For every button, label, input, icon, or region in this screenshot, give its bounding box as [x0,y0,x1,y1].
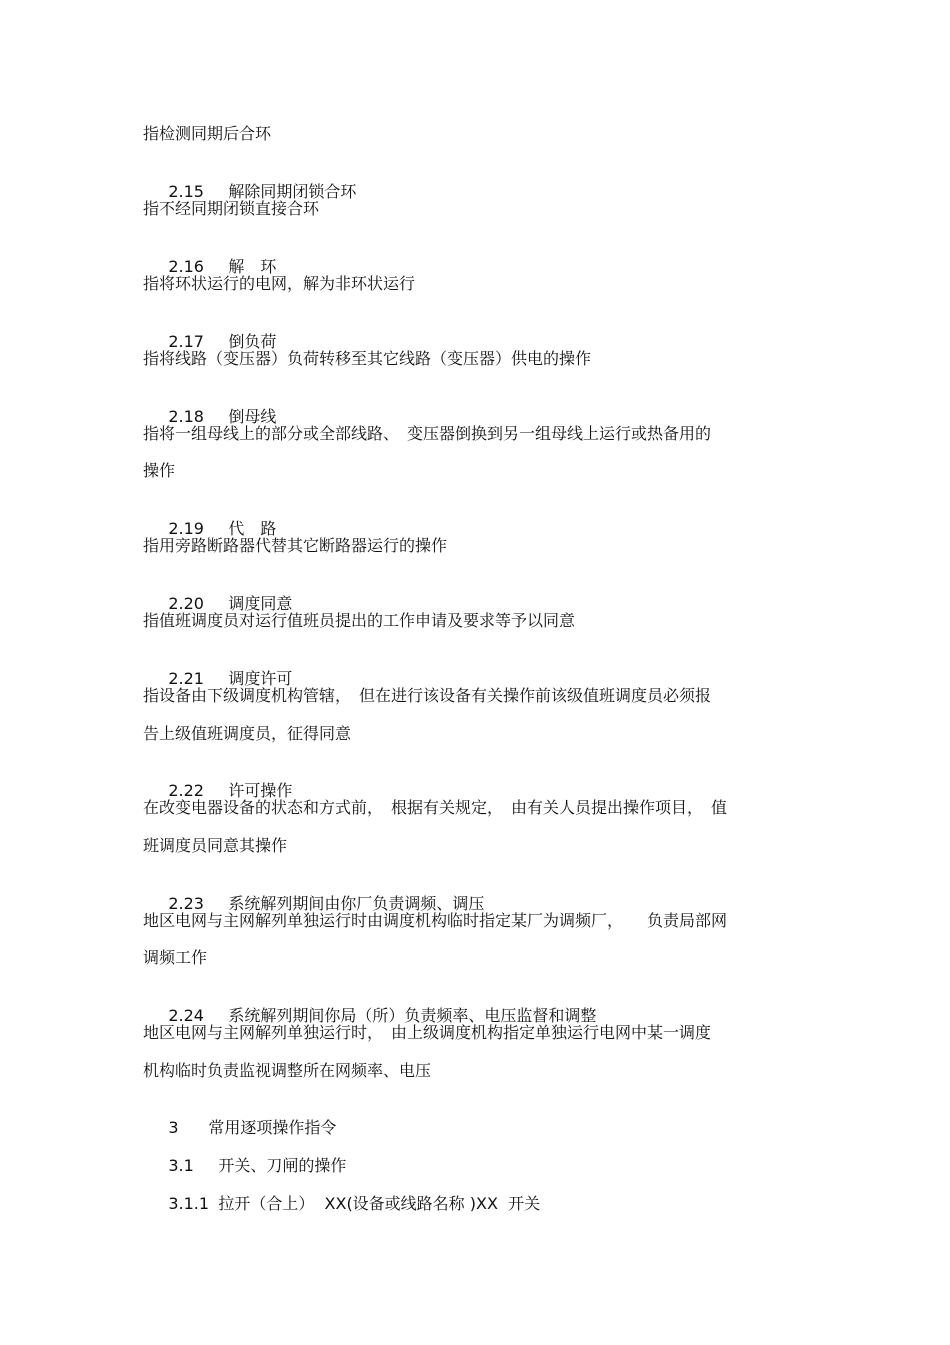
body-text: 调频工作 [143,948,208,967]
body-text: 操作 [143,461,176,480]
section-number: 2.15 [168,182,204,201]
body-text: 在改变电器设备的状态和方式前， 根据有关规定， 由有关人员提出操作项目， 值 [143,798,728,817]
section-number: 2.19 [168,519,204,538]
section-number: 3.1 [168,1156,194,1175]
section-title: 代 路 [228,519,277,538]
body-text: 指检测同期后合环 [143,124,272,143]
section-heading-3-1-1 [143,1174,540,1234]
section-number: 2.24 [168,1006,204,1025]
section-number: 2.22 [168,781,204,800]
section-title: 倒母线 [228,407,277,426]
section-title: 倒负荷 [228,332,277,351]
body-text: 指将一组母线上的部分或全部线路、 变压器倒换到另一组母线上运行或热备用的 [143,424,712,443]
section-title: 调度许可 [228,669,293,688]
body-text: 指用旁路断路器代替其它断路器运行的操作 [143,536,448,555]
section-title: 系统解列期间你局（所）负责频率、电压监督和调整 [228,1006,597,1025]
body-text: 指设备由下级调度机构管辖， 但在进行该设备有关操作前该级值班调度员必须报 [143,686,712,705]
section-title: 解除同期闭锁合环 [228,182,357,201]
section-title: 开关、刀闸的操作 [218,1156,347,1175]
body-text: 指值班调度员对运行值班员提出的工作申请及要求等予以同意 [143,611,576,630]
section-number: 2.17 [168,332,204,351]
section-title: 拉开（合上） XX(设备或线路名称 )XX 开关 [218,1194,541,1213]
body-text: 地区电网与主网解列单独运行时， 由上级调度机构指定单独运行电网中某一调度 [143,1023,712,1042]
body-text: 机构临时负责监视调整所在网频率、电压 [143,1061,432,1080]
section-number: 2.20 [168,594,204,613]
section-number: 2.21 [168,669,204,688]
body-text: 指将线路（变压器）负荷转移至其它线路（变压器）供电的操作 [143,349,592,368]
section-number: 2.23 [168,894,204,913]
body-text: 地区电网与主网解列单独运行时由调度机构临时指定某厂为调频厂， 负责局部网 [143,911,728,930]
body-text: 指不经同期闭锁直接合环 [143,199,320,218]
section-number: 2.16 [168,257,204,276]
section-number: 3.1.1 [168,1194,210,1213]
section-title: 许可操作 [228,781,293,800]
section-title: 解 环 [228,257,277,276]
section-title: 系统解列期间由你厂负责调频、调压 [228,894,485,913]
body-text: 指将环状运行的电网，解为非环状运行 [143,274,416,293]
section-number: 3 [168,1118,179,1137]
section-number: 2.18 [168,407,204,426]
section-title: 调度同意 [228,594,293,613]
body-text: 班调度员同意其操作 [143,836,288,855]
section-title: 常用逐项操作指令 [208,1118,337,1137]
body-text: 告上级值班调度员，征得同意 [143,724,352,743]
